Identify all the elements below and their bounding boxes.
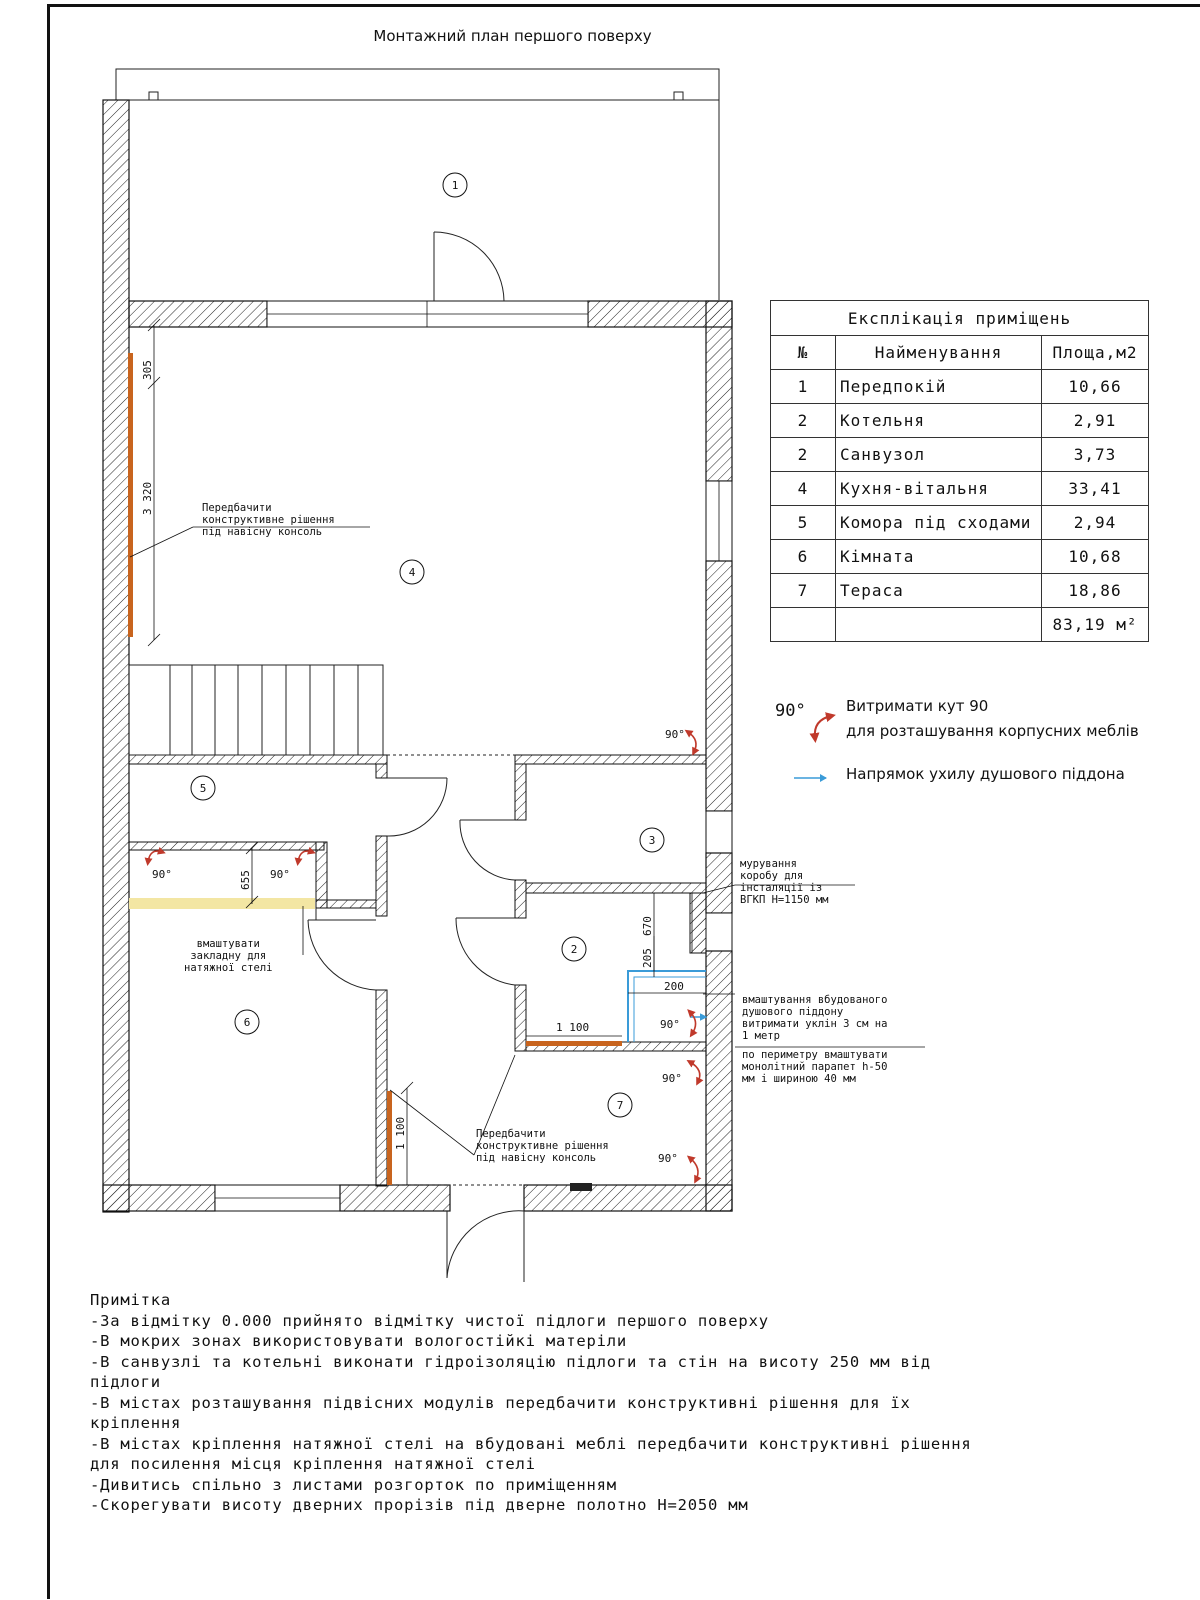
notes-heading: Примітка [90,1291,172,1309]
note-line: -В мокрих зонах використовувати вологостійкі матеріли [90,1332,627,1350]
room-number-6: 6 [243,1016,251,1029]
dimension-lines [148,319,706,1185]
table-row: 2 Санвузол 3,73 [771,438,1149,472]
angle-label: 90° [662,1072,682,1085]
table-row: 1 Передпокій 10,66 [771,370,1149,404]
legend-angle-text-2: для розташування корпусних меблів [846,722,1139,740]
table-row: 6 Кімната 10,68 [771,540,1149,574]
note-line: -За відмітку 0.000 прийнято відмітку чистої підлоги першого поверху [90,1311,769,1330]
room-number-3: 3 [648,834,656,847]
note-console-bottom: Передбачити конструктивне рішення під навісну консоль [476,1128,609,1164]
dim-200: 200 [664,980,684,993]
note-line: -В містах кріплення натяжної стелі на вбудовані меблі передбачити конструктивні рішення для посилення місця кріплення натяжної стелі [90,1434,972,1473]
dim-305: 305 [141,360,154,380]
room-number-2: 2 [570,943,578,956]
staircase [129,665,383,755]
angle-label: 90° [658,1152,678,1165]
angle-label: 90° [152,868,172,881]
table-row: 4 Кухня-вітальня 33,41 [771,472,1149,506]
notes-block [90,1290,1010,1516]
dim-655: 655 [239,870,252,890]
note-line: -В санвузлі та котельні виконати гідроізоляцію підлоги та стін на висоту 250 мм від підлоги [90,1352,931,1391]
explication-table [770,300,1149,642]
col-header-area: Площа,м2 [1042,336,1149,370]
angle-label: 90° [665,728,685,741]
note-shower: вмаштування вбудованого душового піддону витримати уклін 3 см на 1 метр [742,994,888,1042]
note-console-top: Передбачити конструктивне рішення під навісну консоль [202,502,335,538]
dim-1100-horizontal: 1 100 [556,1021,590,1034]
dim-3320: 3 320 [141,481,154,515]
total-area: 83,19 м² [1042,608,1149,642]
angle-label: 90° [660,1018,680,1031]
table-caption: Експлікація приміщень [771,301,1149,336]
room-number-5: 5 [199,782,207,795]
note-ceiling: вмаштувати закладну для натяжної стелі [184,938,273,974]
note-line: -В містах розташування підвісних модулів передбачити конструктивні рішення для їх кріплення [90,1393,911,1432]
col-header-name: Найменування [836,336,1042,370]
table-row: 7 Тераса 18,86 [771,574,1149,608]
console-braces [128,353,622,1185]
table-total-row [771,608,1149,642]
room-number-7: 1 [451,179,459,192]
table-row: 5 Комора під сходами 2,94 [771,506,1149,540]
room-number-4: 4 [408,566,416,579]
legend-slope-text: Напрямок ухилу душового піддона [846,765,1125,783]
legend-angle-symbol: 90° [775,701,806,721]
table-row: 2 Котельня 2,91 [771,404,1149,438]
terrace [116,69,719,300]
dim-205: 205 [641,948,654,968]
legend-angle-icon [805,712,845,744]
legend-slope-arrow-icon [793,772,829,784]
room-number-1: 7 [616,1099,624,1112]
sheet-title: Монтажний план першого поверху [373,27,652,45]
note-line: -Дивитись спільно з листами розгорток по приміщенням [90,1475,617,1494]
note-masonry: мурування коробу для інсталяції із ВГКП Н=1150 мм [740,858,829,906]
dim-1100-vertical: 1 100 [394,1116,407,1150]
dim-670: 670 [641,916,654,936]
note-line: -Скорегувати висоту дверних прорізів під дверне полотно Н=2050 мм [90,1496,749,1514]
col-header-num: № [771,336,836,370]
angle-label: 90° [270,868,290,881]
legend-angle-text-1: Витримати кут 90 [846,697,989,715]
note-parapet: по периметру вмаштувати монолітний парапет h-50 мм і шириною 40 мм [742,1049,888,1085]
